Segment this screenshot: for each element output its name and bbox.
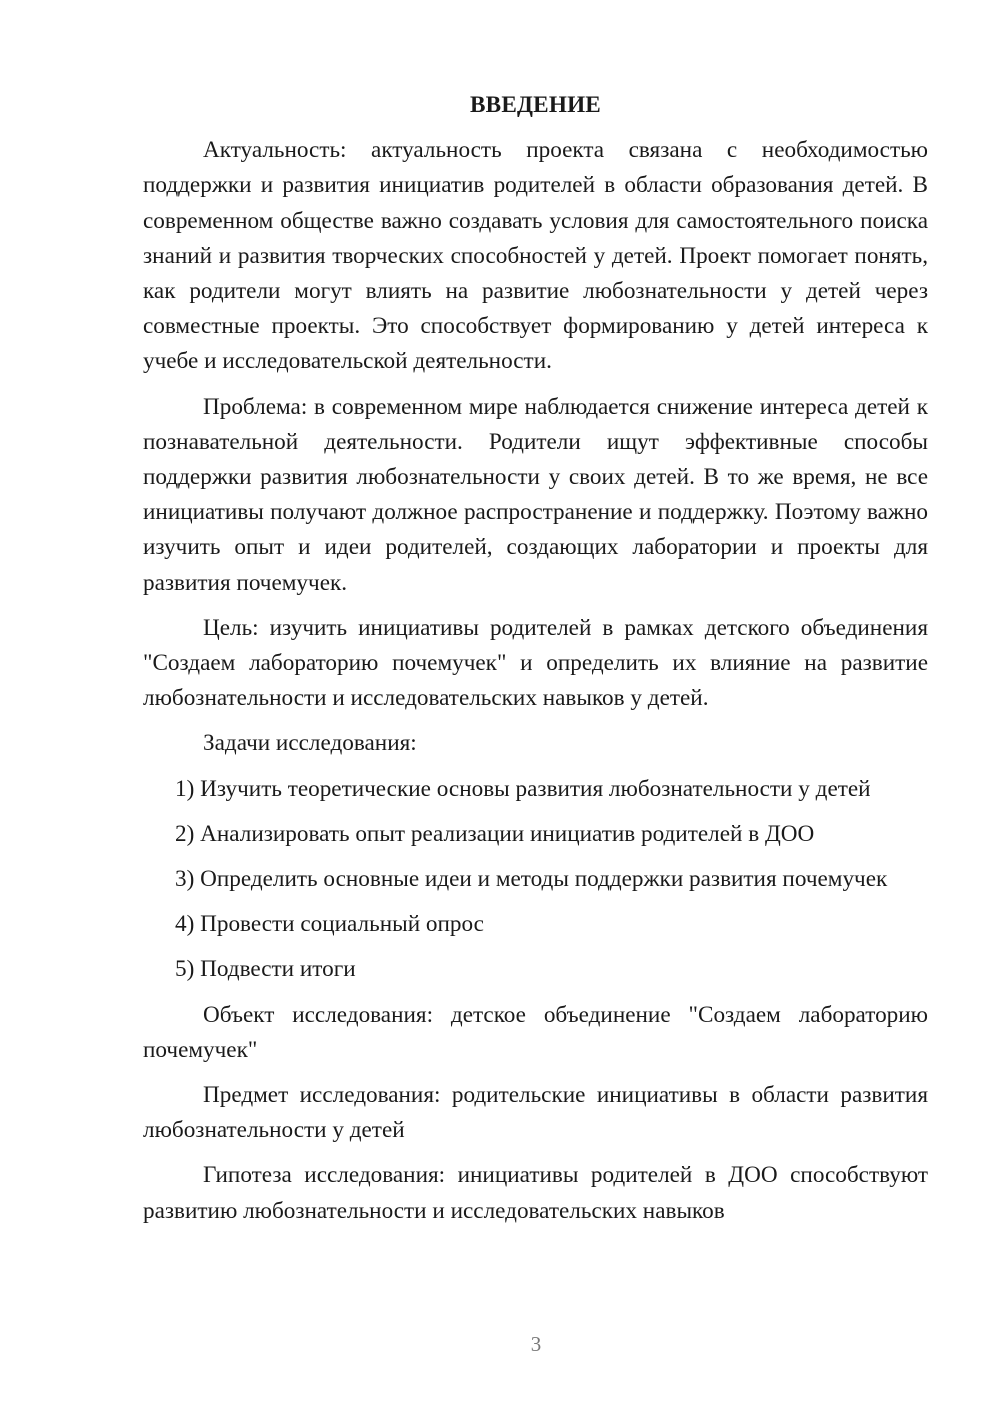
task-item-5: 5) Подвести итоги: [175, 956, 356, 983]
document-title: ВВЕДЕНИЕ: [470, 92, 601, 118]
task-item-3: 3) Определить основные идеи и методы поддержки развития почемучек: [175, 866, 888, 893]
task-item-1: 1) Изучить теоретические основы развития любознательности у детей: [175, 775, 871, 802]
paragraph-hypothesis: Гипотеза исследования: инициативы родителей в ДОО способствуют развитию любознательности и исследовательских навыков: [143, 1162, 928, 1224]
paragraph-relevance: Актуальность: актуальность проекта связана с необходимостью поддержки и развития инициатив родителей в области образования детей. В современном обществе важно создавать условия для самостоятельного поиска знаний и развития творческих способностей у детей. Проект помогает понять, как родители могут влиять на развитие любознательности у детей через совместные проекты. Это способствует формированию у детей интереса к учебе и исследовательской деятельности.: [143, 137, 928, 375]
paragraph-object: Объект исследования: детское объединение "Создаем лабораторию почемучек": [143, 1001, 928, 1063]
document-page: [143, 88, 928, 1239]
paragraph-subject: Предмет исследования: родительские инициативы в области развития любознательности у детей: [143, 1082, 928, 1144]
tasks-heading: Задачи исследования:: [203, 730, 417, 757]
task-item-2: 2) Анализировать опыт реализации инициатив родителей в ДОО: [175, 820, 815, 847]
paragraph-problem: Проблема: в современном мире наблюдается снижение интереса детей к познавательной деятельности. Родители ищут эффективные способы поддержки развития любознательности у своих детей. В то же время, не все инициативы получают должное распространение и поддержку. Поэтому важно изучить опыт и идеи родителей, создающих лаборатории и проекты для развития почемучек.: [143, 393, 928, 596]
paragraph-goal: Цель: изучить инициативы родителей в рамках детского объединения "Создаем лабораторию почемучек" и определить их влияние на развитие любознательности и исследовательских навыков у детей.: [143, 614, 928, 712]
page-number: 3: [530, 1332, 542, 1356]
task-item-4: 4) Провести социальный опрос: [175, 911, 484, 938]
